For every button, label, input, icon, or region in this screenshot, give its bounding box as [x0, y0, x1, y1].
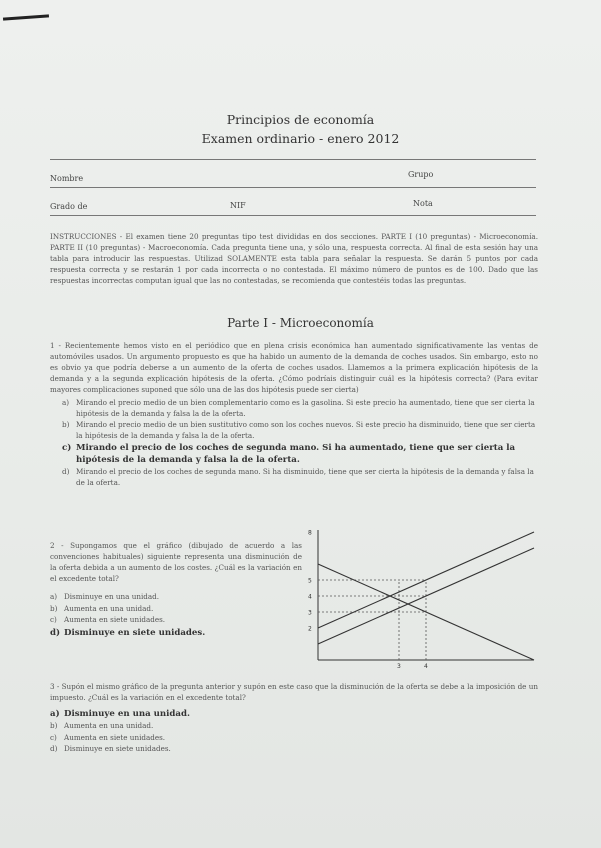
field-grupo-label: Grupo: [408, 170, 434, 179]
y-tick-label-3: 5: [308, 577, 312, 585]
y-tick-label-2: 4: [308, 593, 312, 601]
pen-mark: [3, 14, 49, 20]
question-2-option-b: b) Aumenta en una unidad.: [50, 603, 154, 613]
field-grado-label: Grado de: [50, 202, 88, 211]
question-1-option-b: b) Mirando el precio medio de un bien sustitutivo como son los coches nuevos. Si este precio ha disminuido, tiene que ser cierta la hipótesis de la demanda y falsa la de la oferta.: [62, 420, 536, 440]
x-tick-label-1: 4: [424, 663, 428, 670]
part-title: Parte I - Microeconomía: [227, 316, 374, 330]
question-2-option-c: c) Aumenta en siete unidades.: [50, 615, 166, 624]
y-tick-label-0: 2: [308, 625, 312, 633]
question-3-option-c: c) Aumenta en siete unidades.: [50, 732, 166, 742]
question-3-option-b: b) Aumenta en una unidad.: [50, 721, 154, 730]
question-3-options: [50, 708, 530, 756]
question-2-options: [50, 592, 300, 640]
question-1-option-a: a) Mirando el precio medio de un bien complementario como es la gasolina. Si este precio ha aumentado, tiene que ser cierta la hipótesis de la demanda y falsa la de la oferta.: [62, 398, 535, 418]
question-3-option-a: a) Disminuye en una unidad.: [50, 709, 190, 719]
field-nombre-label: Nombre: [50, 174, 84, 183]
question-2-option-a: a) Disminuye en una unidad.: [50, 592, 160, 601]
question-3-option-d: d) Disminuye en siete unidades.: [50, 744, 171, 753]
question-1-option-d: d) Mirando el precio de los coches de segunda mano. Si ha disminuido, tiene que ser cierta la hipótesis de la demanda y falsa la de la oferta.: [62, 467, 534, 487]
divider-top: [50, 159, 536, 160]
field-nota-label: Nota: [413, 199, 433, 208]
field-nif-label: NIF: [230, 201, 246, 210]
exam-subtitle: Examen ordinario - enero 2012: [201, 131, 400, 146]
question-1-option-c: c) Mirando el precio de los coches de segunda mano. Si ha aumentado, tiene que ser cierta la hipótesis de la demanda y falsa la de la oferta.: [62, 443, 516, 465]
question-2-text: 2 - Supongamos que el gráfico (dibujado de acuerdo a las convenciones habituales) siguiente representa una disminución de la oferta debida a un aumento de los costes. ¿Cuál es la variación en el excedente total?: [50, 541, 302, 583]
question-2-option-d: d) Disminuye en siete unidades.: [50, 627, 206, 638]
question-3-text: 3 - Supón el mismo gráfico de la pregunta anterior y supón en este caso que la disminución de la oferta se debe a la imposición de un impuesto. ¿Cuál es la variación en el excedente total?: [50, 682, 538, 702]
instructions-text: INSTRUCCIONES - El examen tiene 20 preguntas tipo test divididas en dos secciones. PARTE I (10 preguntas) - Microeconomía. PARTE II (10 preguntas) - Macroeconomía. Cada pregunta tiene una, y sólo una, respuesta correcta. Al final de esta sesión hay una tabla para introducir las respuestas. Utilizad SOLAMENTE esta tabla para señalar la respuesta. Se darán 5 puntos por cada respuesta correcta y se restarán 1 por cada incorrecta o no contestada. El máximo número de puntos es de 100. Dado que las respuestas incorrectas computan igual que las no contestadas, se recomienda que contestéis todas las preguntas.: [50, 232, 538, 285]
supply-demand-chart: [302, 520, 542, 670]
y-tick-label-4: 8: [308, 529, 312, 537]
x-tick-label-0: 3: [397, 663, 401, 670]
y-tick-label-1: 3: [308, 609, 312, 617]
divider-middle: [50, 187, 536, 188]
question-1-options: [62, 398, 538, 489]
exam-title: Principios de economía: [226, 112, 375, 127]
question-1-text: 1 - Recientemente hemos visto en el periódico que en plena crisis económica han aumentado significativamente las ventas de automóviles usados. Un argumento propuesto es que ha habido un aumento de la demanda de coches usados. Sin embargo, esto no es obvio ya que podría deberse a un aumento de la oferta de coches usados. Llamemos a la primera explicación hipótesis de la demanda y a la segunda explicación hipótesis de la oferta. ¿Cómo podríais distinguir cuál es la hipótesis correcta? (Para evitar mayores complicaciones suponed que sólo una de las dos hipótesis puede ser cierta): [50, 341, 538, 394]
divider-bottom: [50, 215, 536, 216]
